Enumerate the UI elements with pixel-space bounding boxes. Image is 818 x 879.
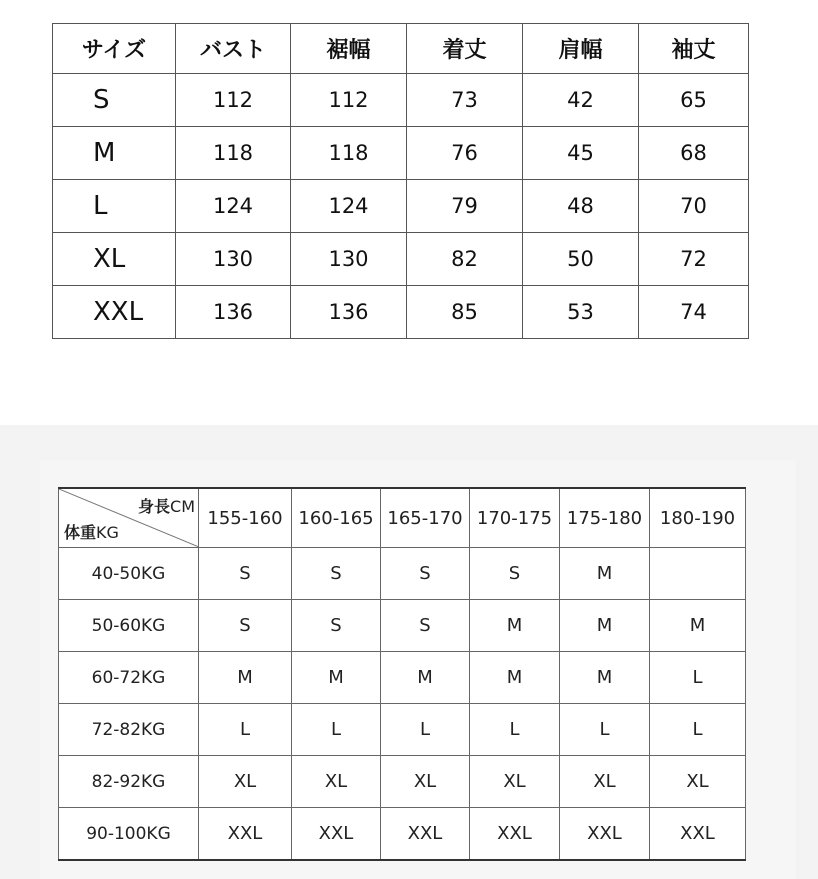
- table-cell: S: [292, 548, 381, 600]
- table-cell: M: [560, 600, 650, 652]
- table-cell: 124: [291, 180, 407, 233]
- table-row: [59, 756, 746, 808]
- table-row: [59, 808, 746, 861]
- header-size: サイズ: [53, 24, 176, 74]
- table-cell: 85: [407, 286, 523, 339]
- table-cell: L: [650, 652, 746, 704]
- table-cell: M: [199, 652, 292, 704]
- weight-range-cell: 50-60KG: [59, 600, 199, 652]
- table-cell: L: [381, 704, 470, 756]
- table-cell: XL: [199, 756, 292, 808]
- table-cell: 136: [176, 286, 291, 339]
- table-cell: XXL: [650, 808, 746, 861]
- table-cell: 130: [291, 233, 407, 286]
- table-cell: M: [560, 652, 650, 704]
- table-cell: 136: [291, 286, 407, 339]
- weight-range-cell: 60-72KG: [59, 652, 199, 704]
- table-cell: 74: [639, 286, 749, 339]
- table-cell: 73: [407, 74, 523, 127]
- size-cell: XL: [53, 233, 176, 286]
- table-cell: 48: [523, 180, 639, 233]
- table-cell: 118: [291, 127, 407, 180]
- table-row: [53, 127, 749, 180]
- height-range-header: 165-170: [381, 488, 470, 548]
- table-cell: L: [560, 704, 650, 756]
- table-cell: S: [199, 548, 292, 600]
- header-hem-width: 裾幅: [291, 24, 407, 74]
- height-range-header: 160-165: [292, 488, 381, 548]
- size-cell: XXL: [53, 286, 176, 339]
- table-cell: L: [470, 704, 560, 756]
- table-cell: XL: [470, 756, 560, 808]
- table-cell: XL: [560, 756, 650, 808]
- table-row: [53, 233, 749, 286]
- weight-axis-label: 体重KG: [64, 523, 119, 542]
- header-shoulder: 肩幅: [523, 24, 639, 74]
- table-cell: 112: [176, 74, 291, 127]
- table-cell: M: [470, 600, 560, 652]
- table-row: [59, 548, 746, 600]
- weight-range-cell: 40-50KG: [59, 548, 199, 600]
- table-header-row: [53, 24, 749, 74]
- table-cell: S: [199, 600, 292, 652]
- table-row: [59, 600, 746, 652]
- height-range-header: 180-190: [650, 488, 746, 548]
- table-header-row: [59, 488, 746, 548]
- table-cell: S: [470, 548, 560, 600]
- table-cell: XXL: [470, 808, 560, 861]
- size-cell: L: [53, 180, 176, 233]
- table-cell: S: [381, 548, 470, 600]
- table-row: [53, 74, 749, 127]
- table-cell: 112: [291, 74, 407, 127]
- table-cell: XXL: [292, 808, 381, 861]
- table-row: [59, 704, 746, 756]
- table-cell: 65: [639, 74, 749, 127]
- table-cell: 118: [176, 127, 291, 180]
- table-cell: M: [470, 652, 560, 704]
- height-axis-label: 身長CM: [138, 497, 195, 516]
- height-range-header: 170-175: [470, 488, 560, 548]
- table-cell: M: [292, 652, 381, 704]
- weight-range-cell: 90-100KG: [59, 808, 199, 861]
- table-cell: 45: [523, 127, 639, 180]
- table-cell: 42: [523, 74, 639, 127]
- table-cell: S: [381, 600, 470, 652]
- table-cell: 79: [407, 180, 523, 233]
- table-cell: 50: [523, 233, 639, 286]
- table-cell: S: [292, 600, 381, 652]
- weight-range-cell: 72-82KG: [59, 704, 199, 756]
- corner-header-cell: [59, 488, 199, 548]
- height-range-header: 155-160: [199, 488, 292, 548]
- table-row: [53, 180, 749, 233]
- table-cell: XXL: [560, 808, 650, 861]
- table-cell: M: [560, 548, 650, 600]
- size-cell: S: [53, 74, 176, 127]
- size-cell: M: [53, 127, 176, 180]
- table-cell: XXL: [381, 808, 470, 861]
- table-cell: 130: [176, 233, 291, 286]
- table-cell: L: [292, 704, 381, 756]
- table-row: [53, 286, 749, 339]
- table-row: [59, 652, 746, 704]
- size-guide-table: [58, 487, 746, 861]
- table-cell: XXL: [199, 808, 292, 861]
- table-cell: 68: [639, 127, 749, 180]
- table-cell: M: [650, 600, 746, 652]
- table-cell: [650, 548, 746, 600]
- table-cell: M: [381, 652, 470, 704]
- table-cell: XL: [381, 756, 470, 808]
- table-cell: 72: [639, 233, 749, 286]
- header-length: 着丈: [407, 24, 523, 74]
- table-cell: 53: [523, 286, 639, 339]
- weight-range-cell: 82-92KG: [59, 756, 199, 808]
- header-sleeve: 袖丈: [639, 24, 749, 74]
- height-range-header: 175-180: [560, 488, 650, 548]
- table-cell: XL: [292, 756, 381, 808]
- table-cell: XL: [650, 756, 746, 808]
- table-cell: L: [199, 704, 292, 756]
- table-cell: L: [650, 704, 746, 756]
- table-cell: 70: [639, 180, 749, 233]
- size-measurement-table: [52, 23, 749, 339]
- table-cell: 124: [176, 180, 291, 233]
- table-cell: 76: [407, 127, 523, 180]
- header-bust: バスト: [176, 24, 291, 74]
- table-cell: 82: [407, 233, 523, 286]
